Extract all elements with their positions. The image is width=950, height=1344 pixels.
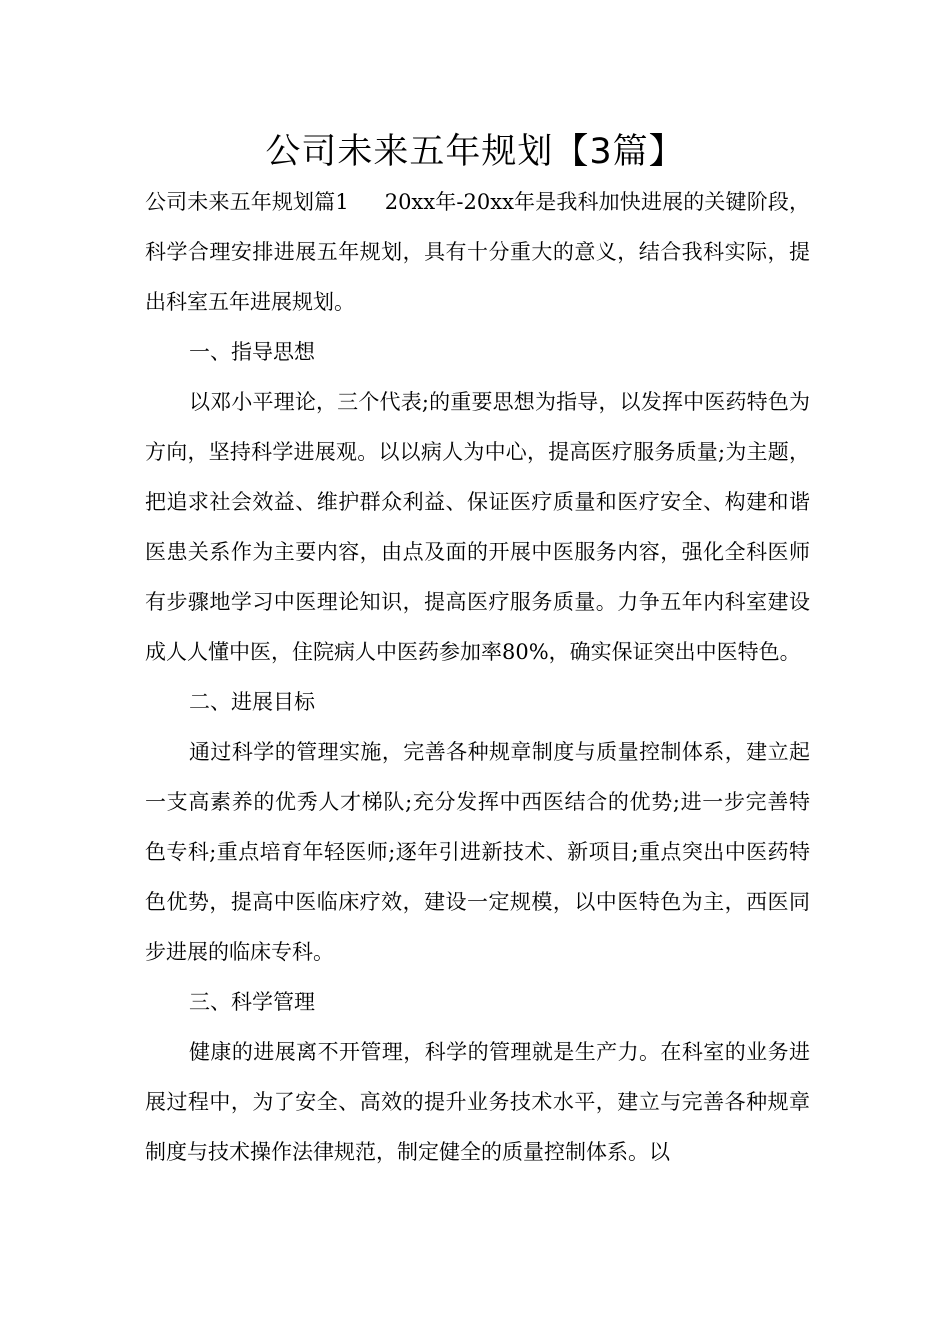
section-heading-2: 二、进展目标 — [189, 690, 315, 714]
intro-paragraph — [145, 177, 810, 327]
section-text-1: 以邓小平理论，三个代表;的重要思想为指导，以发挥中医药特色为方向，坚持科学进展观。以以病人为中心，提高医疗服务质量;为主题，把追求社会效益、维护群众利益、保证医疗质量和医疗安全、构建和谐医患关系作为主要内容，由点及面的开展中医服务内容，强化全科医师有步骤地学习中医理论知识，提高医疗服务质量。力争五年内科室建设成人人懂中医，住院病人中医药参加率80%，确实保证突出中医特色。 — [145, 390, 810, 664]
section-heading-3: 三、科学管理 — [189, 990, 315, 1014]
intro-label: 公司未来五年规划篇1 — [145, 190, 349, 214]
document-body — [145, 177, 810, 1177]
section-text-3: 健康的进展离不开管理，科学的管理就是生产力。在科室的业务进展过程中，为了安全、高效的提升业务技术水平，建立与完善各种规章制度与技术操作法律规范，制定健全的质量控制体系。以 — [145, 1040, 810, 1164]
document-title: 公司未来五年规划【3篇】 — [265, 132, 685, 172]
section-text-2: 通过科学的管理实施，完善各种规章制度与质量控制体系，建立起一支高素养的优秀人才梯队;充分发挥中西医结合的优势;进一步完善特色专科;重点培育年轻医师;逐年引进新技术、新项目;重点突出中医药特色优势，提高中医临床疗效，建设一定规模，以中医特色为主，西医同步进展的临床专科。 — [145, 740, 810, 964]
intro-text: 20xx年-20xx年是我科加快进展的关键阶段，科学合理安排进展五年规划，具有十分重大的意义，结合我科实际，提出科室五年进展规划。 — [145, 190, 810, 314]
section-heading-1: 一、指导思想 — [189, 340, 315, 364]
